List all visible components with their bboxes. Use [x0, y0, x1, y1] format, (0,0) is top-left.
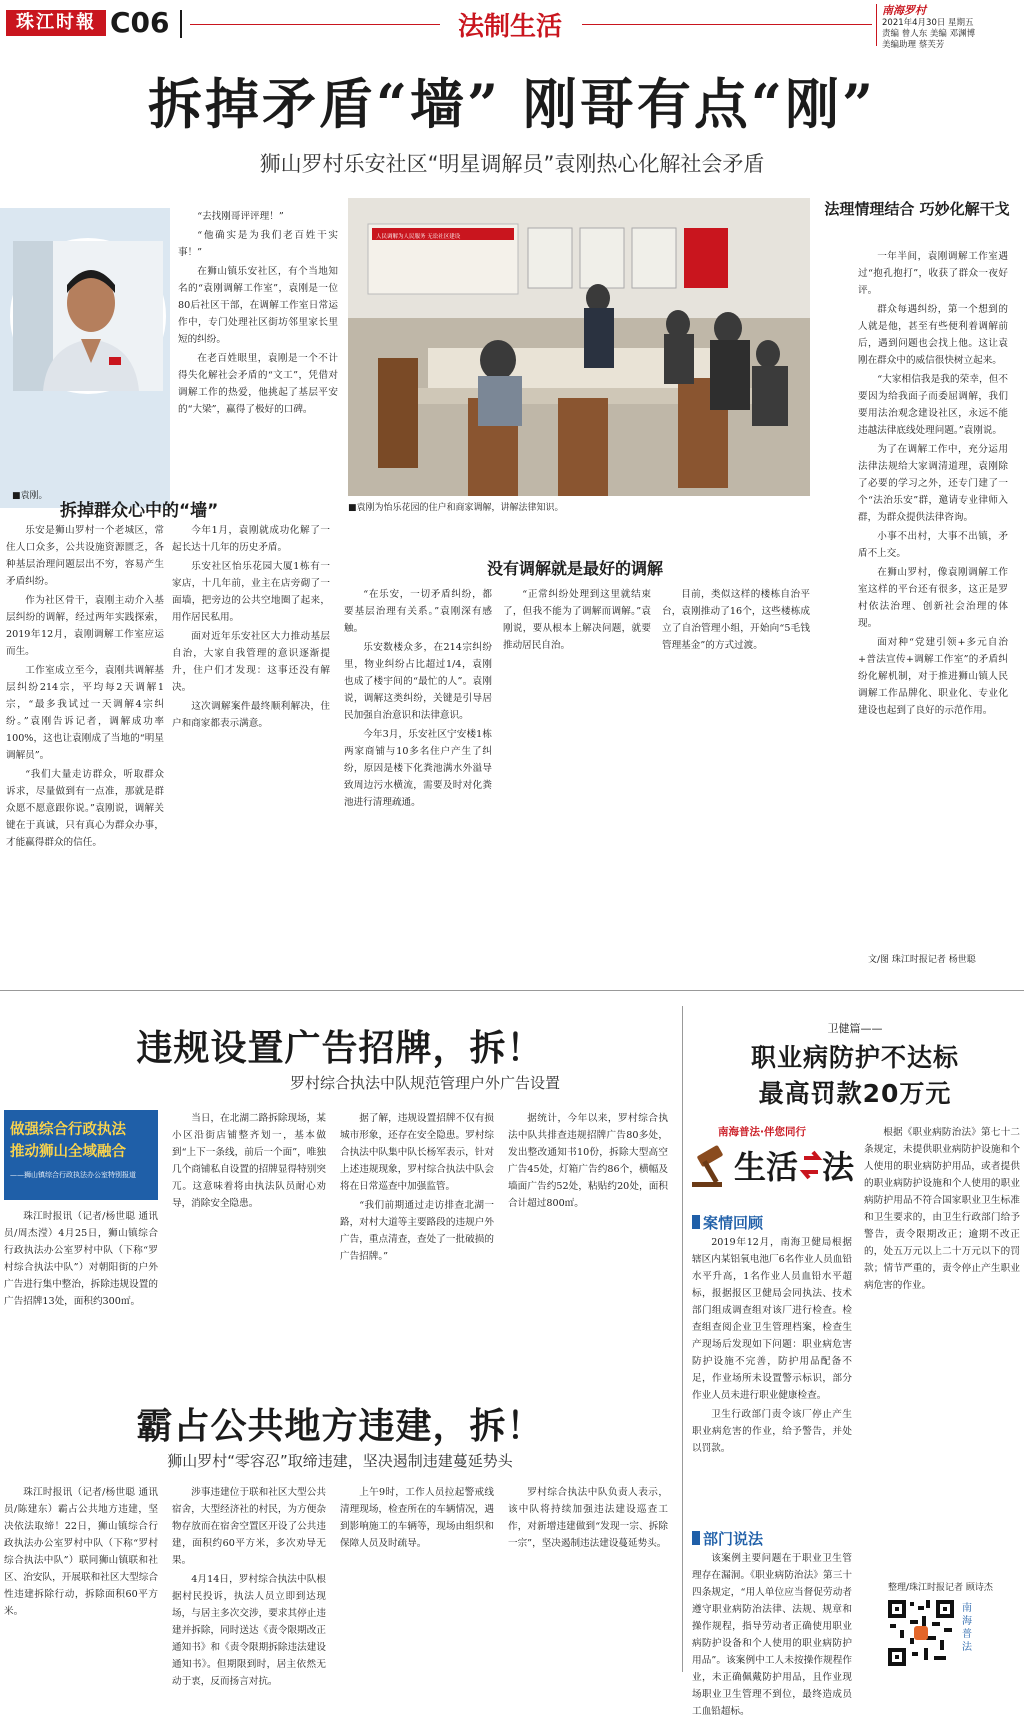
illegal-column-c	[340, 1484, 494, 1674]
section3-paragraph: 为了在调解工作中，充分运用法律法规给大家调清道理，袁刚除了必要的学习之外，还专门建了一个“法治乐安”群，邀请专业律师入群，为群众提供法律咨询。	[858, 444, 1008, 523]
wall-banner-text: 人民调解为人民服务 无讼社区建设	[376, 234, 461, 240]
section1-paragraph: 面对近年乐安社区大力推动基层自治，大家自我管理的意识逐渐提升，住户们才发现：这事还没有解决。	[172, 631, 330, 693]
heading-marker-icon	[692, 1215, 700, 1229]
law-logo-top: 南海普法·伴您同行	[718, 1126, 806, 1138]
illegal-paragraph: 涉事违建位于联和社区大型公共宿舍，大型经济社的村民，为方便杂物存放而在宿舍空置区开设了公共违建，面积约60平方米，多次劝导无果。	[172, 1487, 326, 1566]
mediation-photo	[348, 198, 810, 496]
section1-column-b	[172, 522, 330, 972]
ads-column-a	[4, 1208, 158, 1376]
arrow-swap-icon	[800, 1150, 822, 1180]
case-paragraph: 卫生行政部门责令该厂停止产生职业病危害的作业，给予警告，并处以罚款。	[692, 1409, 852, 1454]
law-logo-main: 生活	[734, 1148, 799, 1186]
masthead	[0, 0, 1024, 50]
section2-paragraph: 今年3月，乐安社区宁安楼1栋两家商铺与10多名住户产生了纠纷，原因是楼下化粪池满水外溢导致周边污水横流，需要及时对化粪池进行清理疏通。	[344, 729, 492, 808]
intro-paragraph: “他确实是为我们老百姓干实事！”	[178, 230, 338, 258]
section2-column-b	[503, 586, 651, 976]
section3-paragraph: 面对种“党建引领+多元自治+普法宣传+调解工作室”的矛盾纠纷化解机制，对于推进狮山镇人民调解工作品牌化、职业化、专业化建设也起到了良好的示范作用。	[858, 637, 1008, 716]
health-title-line2: 最高罚款20万元	[758, 1079, 952, 1108]
section1-column-a	[6, 522, 164, 972]
dept-heading	[692, 1528, 763, 1549]
intro-paragraph: “去找刚哥评评理！”	[197, 211, 284, 222]
illegal-column-a	[4, 1484, 158, 1674]
section3-heading: 法理情理结合 巧妙化解干戈	[824, 200, 1010, 218]
issue-date: 2021年4月30日 星期五	[882, 18, 974, 28]
law-logo	[690, 1124, 858, 1194]
ads-subtitle: 罗村综合执法中队规范管理户外广告设置	[289, 1074, 560, 1092]
section1-paragraph: 作为社区骨干，袁刚主动介入基层纠纷的调解，经过两年实践探索，2019年12月，袁刚调解工作室应运而生。	[6, 595, 164, 657]
section2-paragraph: “正常纠纷处理到这里就结束了，但我不能为了调解而调解。”袁刚说，要从根本上解决问题，就要推动居民自治。	[503, 589, 651, 651]
lead-byline: 文/图 珠江时报记者 杨世聪	[868, 955, 976, 965]
ads-column-c	[340, 1110, 494, 1376]
section3-paragraph: “大家相信我是我的荣幸，但不要因为给我面子而委屈调解，我们要用法治观念建设社区，永远不能违越法律底线处理问题。”袁刚说。	[858, 374, 1008, 436]
heading-marker-icon	[692, 1531, 700, 1545]
ads-banner-line2: 推动狮山全域融合	[10, 1144, 126, 1160]
section1-heading: 拆掉群众心中的“墙”	[60, 501, 219, 521]
portrait-box	[0, 208, 170, 508]
section1-paragraph: 乐安社区怡乐花园大厦1栋有一家店，十几年前，业主在店旁砌了一面墙，把旁边的公共空地圈了起来，用作居民私用。	[172, 561, 330, 623]
assistant-editor: 美编助理 蔡芙芳	[882, 40, 945, 50]
section2-paragraph: 目前，类似这样的楼栋自治平台，袁刚推动了16个，这些楼栋成立了自治管理小组，开始向“5毛钱管理基金”的方式过渡。	[662, 589, 810, 651]
section3-paragraph: 在狮山罗村，像袁刚调解工作室这样的平台还有很多，这正是罗村依法治理、创新社会治理的体现。	[858, 567, 1008, 629]
illegal-paragraph: 4月14日，罗村综合执法中队根据村民投诉，执法人员立即到达现场，与居主多次交涉，要求其停止违建并拆除，同时送达《责令限期改正通知书》和《责令限期拆除违法建设通知书》。但期限到时，居主依然无动于衷，反而扬言对抗。	[172, 1574, 326, 1687]
intro-paragraph: 在老百姓眼里，袁刚是一个不计得失化解社会矛盾的“文工”，凭借对调解工作的热爱，他挑起了基层平安的“大梁”，赢得了极好的口碑。	[178, 353, 338, 415]
section1-paragraph: 乐安是狮山罗村一个老城区，常住人口众多，公共设施资源匮乏，各种基层治理问题层出不穷，容易产生矛盾纠纷。	[6, 525, 164, 587]
ads-paragraph: “我们前期通过走访排查北湖一路，对村大道等主要路段的违规户外广告，重点清查，查处了一批破损的广告招牌。”	[340, 1200, 494, 1262]
ads-banner-foot: ——狮山镇综合行政执法办公室特别报道	[10, 1171, 136, 1179]
illegal-paragraph: 珠江时报讯（记者/杨世聪 通讯员/陈建东）霸占公共地方违建，坚决依法取缔！22日，狮山镇综合行政执法办公室罗村中队（下称“罗村综合执法中队”）联同狮山镇联和社区、治安队，开展联和社区大型综合性违建拆除行动，拆除面积60平方米。	[4, 1487, 158, 1617]
dept-paragraph: 该案例主要问题在于职业卫生管理存在漏洞。《职业病防治法》第三十四条规定，“用人单位应当督促劳动者遵守职业病防治法律、法规、规章和操作规程，指导劳动者正确使用职业病防护设备和个人使用的职业病防护用品”。该案例中工人未按操作规程作业，未正确佩戴防护用品，且作业现场职业卫生管理不到位，最终造成员工血铅超标。	[692, 1553, 852, 1717]
illegal-subtitle: 狮山罗村“零容忍”取缔违建，坚决遏制违建蔓延势头	[167, 1452, 513, 1470]
intro-paragraph: 在狮山镇乐安社区，有个当地知名的“袁刚调解工作室”，袁刚是一位80后社区干部，在调解工作室日常运作中，专门处理社区街坊邻里家长里短的纠纷。	[178, 266, 338, 345]
ads-banner-line1: 做强综合行政执法	[10, 1122, 126, 1138]
dept-column-b	[864, 1124, 1020, 1576]
section2-column-a	[344, 586, 492, 976]
illegal-paragraph: 罗村综合执法中队负责人表示，该中队将持续加强违法建设巡查工作，对新增违建做到“发现一宗、拆除一宗”，坚决遏制违法建设蔓延势头。	[508, 1487, 668, 1549]
ads-column-d	[508, 1110, 668, 1376]
masthead-info-divider	[876, 4, 877, 46]
ads-paragraph: 珠江时报讯（记者/杨世聪 通讯员/周杰滢）4月25日，狮山镇综合行政执法办公室罗村中队（下称“罗村综合执法中队”）对朝阳街的户外广告进行集中整治，拆除违规设置的广告招牌13处，面积约300㎡。	[4, 1211, 158, 1307]
case-column	[692, 1234, 852, 1520]
illegal-headline: 霸占公共地方违建，拆！	[136, 1405, 544, 1447]
editors: 责编 曾人东 美编 邓渊博	[882, 29, 976, 39]
section1-paragraph: 这次调解案件最终顺利解决，住户和商家都表示满意。	[172, 701, 330, 729]
ads-paragraph: 当日，在北湖二路拆除现场，某小区沿街店铺整齐划一，基本做到“上下一条线，前后一个面”，唯独几个商铺私自设置的招牌显得特别突兀。这意味着将由执法队员耐心劝导，消除安全隐患。	[172, 1113, 326, 1209]
section3-paragraph: 一年半间，袁刚调解工作室遇过“抱孔抱打”，收获了群众一夜好评。	[858, 251, 1008, 296]
section1-paragraph: 今年1月，袁刚就成功化解了一起长达十几年的历史矛盾。	[172, 525, 330, 553]
lead-subtitle: 狮山罗村乐安社区“明星调解员”袁刚热心化解社会矛盾	[259, 152, 765, 176]
ads-headline: 违规设置广告招牌，拆！	[136, 1027, 544, 1069]
health-vertical-rule	[682, 1006, 683, 1672]
section-line-right	[582, 24, 872, 25]
illegal-column-d	[508, 1484, 668, 1674]
section1-paragraph: 工作室成立至今，袁刚共调解基层纠纷214宗，平均每2天调解1宗，“最多我试过一天调解4宗纠纷。”袁刚告诉记者，调解成功率100%，这也让袁刚成了当地的“明星调解员”。	[6, 665, 164, 761]
edition-logo: 南海罗村	[882, 4, 926, 17]
ads-paragraph: 据了解，违规设置招牌不仅有损城市形象，还存在安全隐患。罗村综合执法中队集中队长杨军表示，针对上述违规现象，罗村综合执法中队会将在日常巡查中加强监管。	[340, 1113, 494, 1192]
dept-heading-text: 部门说法	[703, 1530, 764, 1548]
law-logo-main2: 法	[822, 1148, 855, 1186]
mediation-room-photo-icon	[348, 198, 810, 496]
dept-paragraph: 根据《职业病防治法》第七十二条规定，未提供职业病防护设施和个人使用的职业病防护用品，或者提供的职业病防护设施和个人使用的职业病防护用品不符合国家职业卫生标准和卫生要求的，由卫生行政部门给予警告，责令限期改正；逾期不改正的，处五万元以上二十万元以下的罚款；情节严重的，责令停止产生职业病危害的作业。	[864, 1127, 1020, 1291]
qr-code-icon	[886, 1598, 956, 1668]
section-line-left	[190, 24, 440, 25]
dept-column-a	[692, 1550, 852, 1717]
ads-banner	[4, 1110, 158, 1200]
section1-paragraph: “我们大量走访群众，听取群众诉求，尽量做到有一点准，那就是群众愿不愿意跟你说。”袁刚说，调解关键在于真诚，只有真心为群众办事，才能赢得群众的信任。	[6, 769, 164, 848]
case-heading-text: 案情回顾	[703, 1214, 764, 1232]
health-title-line1: 职业病防护不达标	[750, 1043, 959, 1072]
masthead-divider	[180, 10, 182, 38]
paper-logo: 珠江时報	[6, 10, 106, 36]
portrait-caption: ■袁刚。	[12, 491, 48, 501]
gavel-icon	[692, 1144, 732, 1188]
page-number: C06	[110, 6, 170, 39]
case-paragraph: 2019年12月，南海卫健局根据辖区内某铝氧电池厂6名作业人员血铅水平升高，1名作业人员血铅水平超标，报据报区卫健局会同执法、技术部门组成调查组对该厂进行检查。检查组查阅企业卫生管理档案，检查生产现场后发现如下问题：职业病危害防护设施不完善，防护用品配备不足，作业场所未设置警示标识，部分作业人员未进行职业健康检查。	[692, 1237, 852, 1401]
section2-column-c	[662, 586, 810, 976]
section2-paragraph: 乐安数楼众多，在214宗纠纷里，物业纠纷占比超过1/4，袁刚也成了楼宇间的“最忙的人”。袁刚说，调解这类纠纷，关键是引导居民加强自治意识和法律意识。	[344, 642, 492, 721]
case-heading	[692, 1212, 763, 1233]
ads-paragraph: 据统计，今年以来，罗村综合执法中队共排查违规招牌广告80多处，发出整改通知书10份，拆除大型高空广告45处，灯箱广告约86个，横幅及墙面广告约52处，粘贴约20处，面积合计超过800㎡。	[508, 1113, 668, 1209]
portrait-photo	[10, 238, 166, 394]
health-byline: 整理/珠江时报记者 顾诗杰	[888, 1583, 993, 1593]
qr-label: 南海普法	[962, 1603, 972, 1653]
section3-paragraph: 群众每遇纠纷，第一个想到的人就是他，甚至有些便利着调解前后，遇到问题也会找上他。这让袁刚在群众中的威信很快树立起来。	[858, 304, 1008, 366]
ads-column-b	[172, 1110, 326, 1376]
photo-caption: ■袁刚为怡乐花园的住户和商家调解，讲解法律知识。	[348, 503, 564, 513]
illegal-paragraph: 上午9时，工作人员拉起警戒线清理现场，检查所在的车辆情况，遇到影响施工的车辆等，现场由组织和保障人员及时疏导。	[340, 1487, 494, 1549]
section2-heading: 没有调解就是最好的调解	[486, 559, 663, 578]
person-portrait-icon	[13, 241, 163, 391]
lead-headline: 拆掉矛盾“墙” 刚哥有点“刚”	[147, 72, 877, 136]
section-title: 法制生活	[457, 12, 562, 42]
lead-divider	[0, 990, 1024, 991]
section3-paragraph: 小事不出村，大事不出镇，矛盾不上交。	[858, 531, 1008, 559]
qr-code	[886, 1598, 956, 1668]
section2-paragraph: “在乐安，一切矛盾纠纷，都要基层治理有关系。”袁刚深有感触。	[344, 589, 492, 634]
health-kicker: 卫健篇——	[827, 1022, 883, 1035]
lead-intro	[178, 208, 338, 478]
section3-column	[858, 248, 1008, 948]
illegal-column-b	[172, 1484, 326, 1687]
